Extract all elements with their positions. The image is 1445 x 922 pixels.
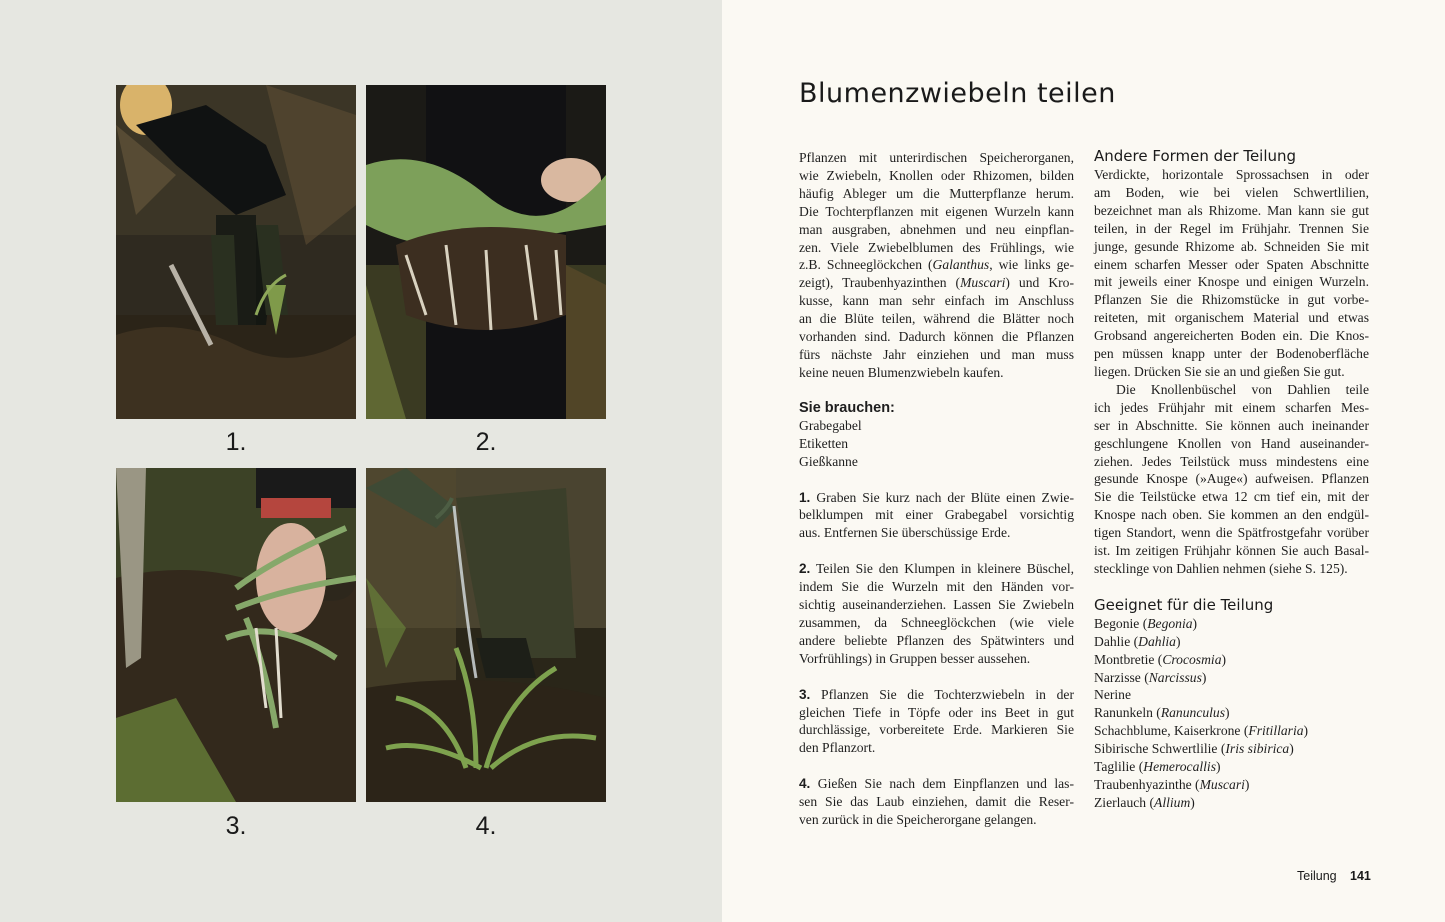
step-number: 4. bbox=[799, 776, 811, 792]
photo-step-3 bbox=[116, 468, 356, 802]
suitable-item: Ranunkeln (Ranunculus) bbox=[1094, 705, 1230, 721]
step-1-text: 1. Graben Sie kurz nach der Blüte einen Zwie- belklumpen mit einer Grabegabel vorsichtig aus. Entfernen Sie überschüssige Erde. bbox=[799, 489, 1074, 541]
suitable-item: Dahlie (Dahlia) bbox=[1094, 633, 1181, 649]
step-number: 1. bbox=[799, 489, 811, 505]
intro-line: vorhanden sind. Dadurch können die Pflanzen bbox=[799, 329, 1074, 345]
intro-line: wie Zwiebeln, Knollen oder Rhizomen, bilden bbox=[799, 167, 1074, 183]
step-3-label: 3. bbox=[225, 812, 247, 840]
page-number: 141 bbox=[1350, 869, 1371, 883]
page-title: Blumenzwiebeln teilen bbox=[799, 78, 1116, 109]
suitable-item: Zierlauch (Allium) bbox=[1094, 794, 1195, 810]
step-number: 3. bbox=[799, 686, 811, 702]
suitable-heading: Geeignet für die Teilung bbox=[1094, 595, 1274, 614]
intro-line: zen. Viele Zwiebelblumen des Frühlings, wie bbox=[799, 239, 1074, 255]
step-2-text: 2. Teilen Sie den Klumpen in kleinere Büschel, indem Sie die Wurzeln mit den Händen vor- sichtig auseinanderziehen. Lassen Sie Zwiebeln zusammen, da Schneeglöckchen (wie viele andere beliebte Pflanzen des Spätwinters und Vorfrühlings) in Gruppen besser aussehen. bbox=[799, 561, 1074, 666]
suitable-list bbox=[1094, 615, 1369, 812]
intro-line: z.B. Schneeglöckchen (Galanthus, wie links ge- bbox=[799, 257, 1074, 273]
photo-step-2 bbox=[366, 85, 606, 419]
step-3-text: 3. Pflanzen Sie die Tochterzwiebeln in der gleichen Tiefe in Töpfe oder ins Beet in gut durchlässige, vorbereitete Erde. Markieren Sie den Pflanzort. bbox=[799, 686, 1074, 756]
other-paragraph-2: Die Knollenbüschel von Dahlien teile ich jedes Frühjahr mit einem scharfen Mes- ser in Abschnitte. Sie können auch ineinander geschlungene Knollen von Hand auseinander- ziehen. Jedes Teilstück muss mindestens eine gesunde Knospe (»Auge«) aufweisen. Pflanzen Sie die Teilstücke etwa 12 cm tief ein, mit der Knospe nach oben. Sie kommen an den endgül- tigen Standort, wenn die Spätfrostgefahr vorüber ist. Im zeitigen Frühjahr können Sie auch Basal- stecklinge von Dahlien nehmen (siehe S. 125). bbox=[1094, 381, 1369, 576]
intro-line: fürs nächste Jahr einziehen und man muss bbox=[799, 346, 1074, 362]
suitable-item: Traubenhyazinthe (Muscari) bbox=[1094, 777, 1250, 792]
needs-heading: Sie brauchen: bbox=[799, 399, 895, 416]
step-number: 2. bbox=[799, 561, 811, 577]
intro-line: Pflanzen mit unterirdischen Speicherorganen, bbox=[799, 150, 1074, 165]
suitable-item: Nerine bbox=[1094, 687, 1131, 703]
column-right bbox=[1094, 147, 1369, 812]
intro-line: an die Blüte teilen, während die Blätter noch bbox=[799, 311, 1074, 327]
suitable-item: Narzisse (Narcissus) bbox=[1094, 669, 1207, 685]
step-4-text: 4. Gießen Sie nach dem Einpflanzen und las- sen Sie das Laub einziehen, damit die Reser- ven zurück in die Speicherorgane gelangen. bbox=[799, 776, 1074, 828]
column-left bbox=[799, 149, 1074, 829]
other-division-heading: Andere Formen der Teilung bbox=[1094, 147, 1297, 165]
photo-step-4 bbox=[366, 468, 606, 802]
footer-section: Teilung bbox=[1297, 869, 1337, 883]
photo-step-1 bbox=[116, 85, 356, 419]
suitable-item: Schachblume, Kaiserkrone (Fritillaria) bbox=[1094, 723, 1309, 739]
intro-line: keine neuen Blumenzwiebeln kaufen. bbox=[799, 364, 1004, 380]
other-paragraph-1: Verdickte, horizontale Sprossachsen in oder am Boden, wie bei vielen Schwertlilien, bezeichnet man als Rhizome. Man kann sie gut teilen, in der Regel im Frühjahr. Trennen Sie junge, gesunde Rhizome ab. Schneiden Sie mit einem scharfen Messer oder Spaten Abschnitte mit jeweils einer Knospe und einigen Wurzeln. Pflanzen Sie die Rhizomstücke in gut vorbe- reiteten, mit organischem Material und etwas Grobsand angereicherten Boden ein. Die Knos- pen müssen knapp unter der Bodenoberfläche liegen. Drücken Sie sie an und gießen Sie gut. bbox=[1094, 167, 1369, 379]
step-4-label: 4. bbox=[475, 812, 497, 840]
needs-item: Gießkanne bbox=[799, 453, 858, 469]
suitable-item: Sibirische Schwertlilie (Iris sibirica) bbox=[1094, 741, 1294, 757]
step-1-label: 1. bbox=[225, 428, 247, 456]
intro-line: Die Tochterpflanzen mit eigenen Wurzeln kann bbox=[799, 203, 1074, 219]
suitable-item: Begonie (Begonia) bbox=[1094, 615, 1198, 631]
needs-item: Grabegabel bbox=[799, 417, 862, 433]
intro-line: häufig Ableger um die Mutterpflanze herum. bbox=[799, 185, 1074, 201]
intro-line: zeigt), Traubenhyazinthen (Muscari) und Kro- bbox=[799, 275, 1074, 291]
left-page bbox=[0, 0, 722, 922]
intro-paragraph bbox=[799, 149, 1074, 382]
intro-line: man ausgraben, abnehmen und neu einpflan- bbox=[799, 221, 1074, 237]
intro-line: kusse, kann man sehr einfach im Anschluss bbox=[799, 293, 1074, 309]
needs-item: Etiketten bbox=[799, 435, 849, 451]
suitable-item: Taglilie (Hemerocallis) bbox=[1094, 759, 1221, 775]
step-2-label: 2. bbox=[475, 428, 497, 456]
suitable-item: Montbretie (Crocosmia) bbox=[1094, 651, 1227, 667]
